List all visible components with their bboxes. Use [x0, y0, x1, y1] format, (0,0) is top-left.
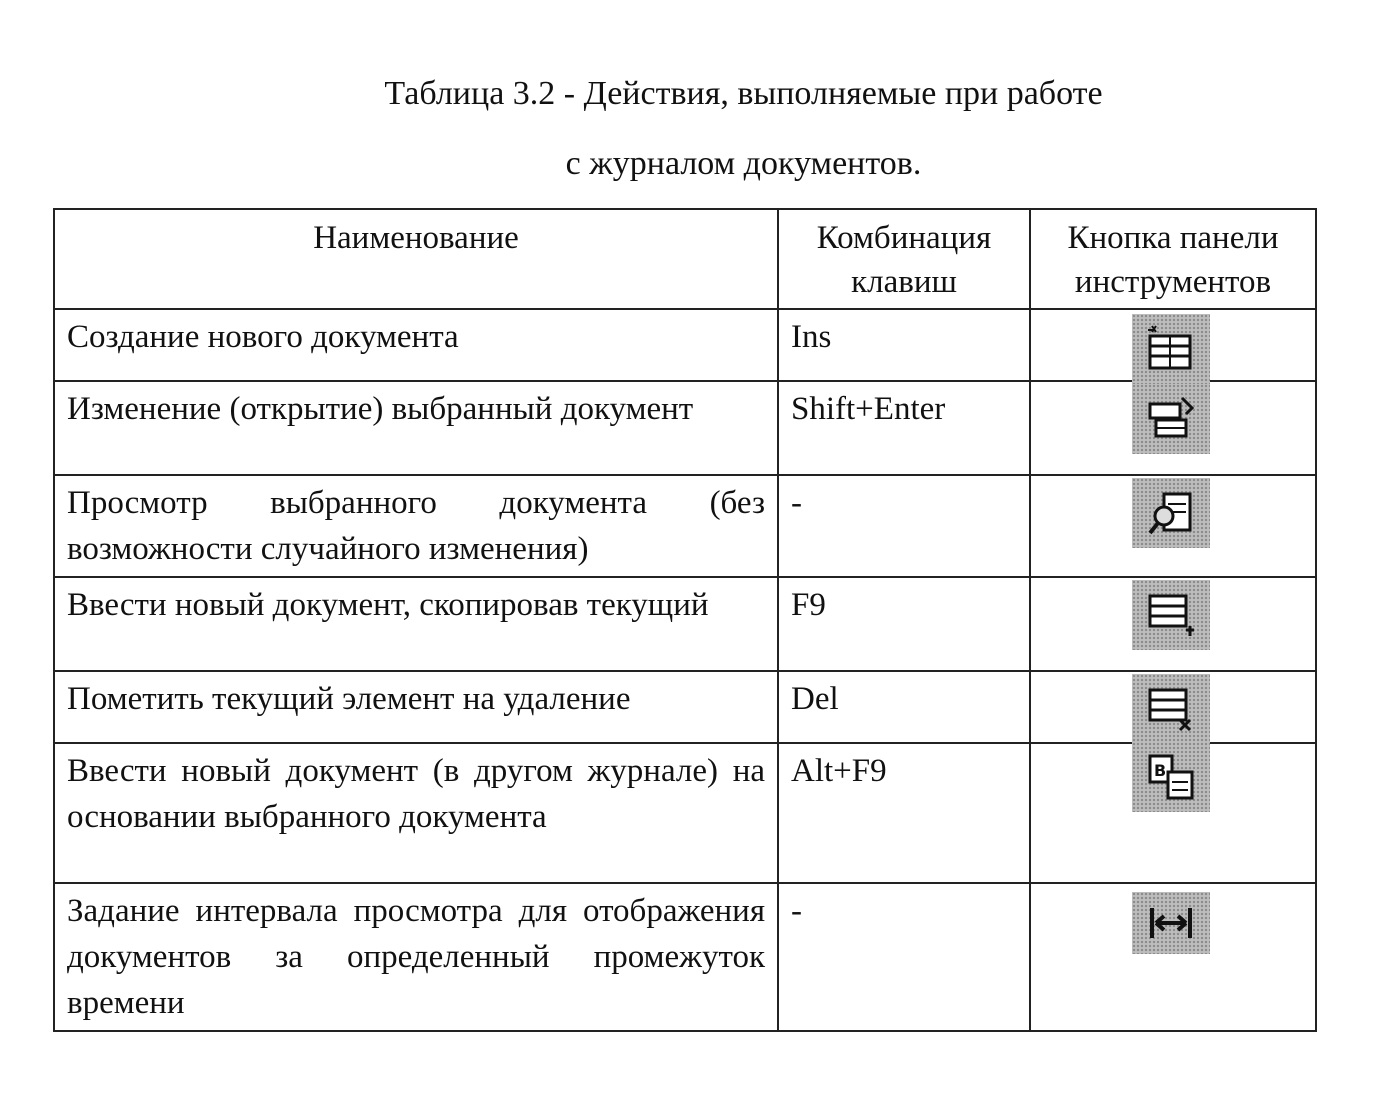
- toolbar-button-cell: [1030, 309, 1316, 381]
- table-caption-line-2: с журналом документов.: [565, 145, 922, 182]
- toolbar-button-cell: [1030, 381, 1316, 475]
- action-name: Создание нового документа: [54, 309, 778, 381]
- key-combination: F9: [778, 577, 1030, 671]
- view-document-icon: [1132, 478, 1210, 548]
- toolbar-button-cell: [1030, 577, 1316, 671]
- key-combination: Ins: [778, 309, 1030, 381]
- action-name: Изменение (открытие) выбранный документ: [54, 381, 778, 475]
- actions-table: [53, 208, 1317, 1032]
- header-button: Кнопка панели инструментов: [1030, 209, 1316, 309]
- action-name: Просмотр выбранного документа (без возможности случайного изменения): [54, 475, 778, 577]
- key-combination: -: [778, 475, 1030, 577]
- table-header-row: [54, 209, 1316, 309]
- table-row: [54, 671, 1316, 743]
- svg-text:B: B: [1154, 761, 1167, 780]
- toolbar-button-cell: [1030, 743, 1316, 883]
- enter-based-on-icon: [1132, 742, 1210, 812]
- toolbar-button-cell: [1030, 883, 1316, 1031]
- copy-document-icon: [1132, 580, 1210, 650]
- toolbar-button-cell: [1030, 475, 1316, 577]
- date-interval-icon: [1132, 892, 1210, 954]
- key-combination: Del: [778, 671, 1030, 743]
- table-row: [54, 577, 1316, 671]
- action-name: Ввести новый документ, скопировав текущий: [54, 577, 778, 671]
- key-combination: -: [778, 883, 1030, 1031]
- mark-delete-icon: [1132, 674, 1210, 744]
- header-name: Наименование: [54, 209, 778, 309]
- table-row: [54, 309, 1316, 381]
- action-name: Задание интервала просмотра для отображения документов за определенный промежуток времени: [54, 883, 778, 1031]
- table-row: [54, 883, 1316, 1031]
- header-keys: Комбинация клавиш: [778, 209, 1030, 309]
- toolbar-button-cell: [1030, 671, 1316, 743]
- table-caption-line-1: Таблица 3.2 - Действия, выполняемые при работе: [384, 75, 1103, 112]
- key-combination: Shift+Enter: [778, 381, 1030, 475]
- edit-document-icon: [1132, 384, 1210, 454]
- key-combination: Alt+F9: [778, 743, 1030, 883]
- table-row: [54, 381, 1316, 475]
- action-name: Ввести новый документ (в другом журнале) на основании выбранного документа: [54, 743, 778, 883]
- table-row: [54, 743, 1316, 883]
- new-document-icon: [1132, 314, 1210, 384]
- table-row: [54, 475, 1316, 577]
- action-name: Пометить текущий элемент на удаление: [54, 671, 778, 743]
